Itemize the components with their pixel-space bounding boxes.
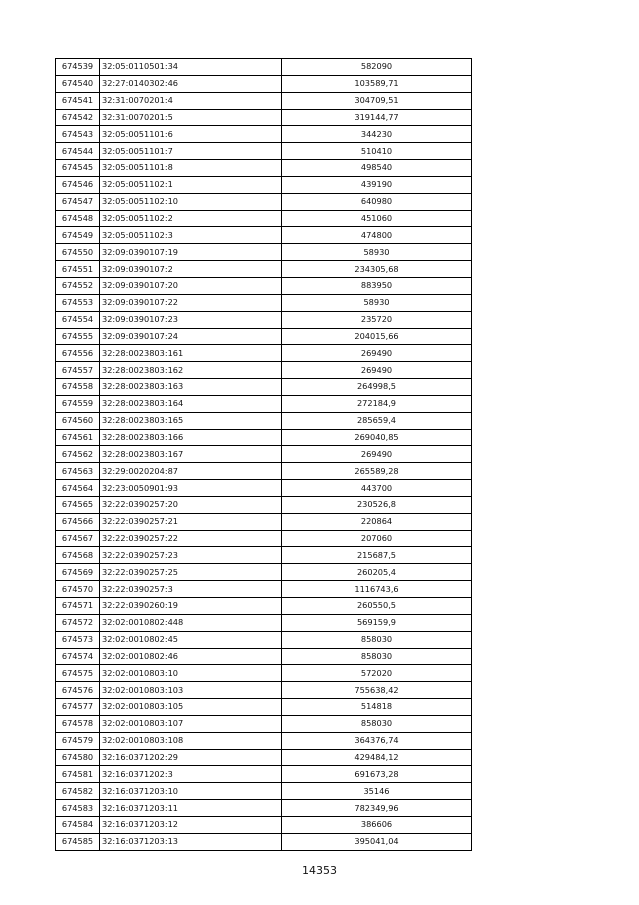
row-id-cell: 674568 (56, 547, 100, 564)
row-id-cell: 674562 (56, 446, 100, 463)
row-id-cell: 674545 (56, 160, 100, 177)
value-cell: 58930 (282, 244, 472, 261)
value-cell: 691673,28 (282, 766, 472, 783)
table-row (56, 833, 472, 850)
cadastral-number-cell: 32:28:0023803:166 (100, 429, 282, 446)
row-id-cell: 674575 (56, 665, 100, 682)
cadastral-number-cell: 32:09:0390107:19 (100, 244, 282, 261)
row-id-cell: 674583 (56, 800, 100, 817)
row-id-cell: 674552 (56, 277, 100, 294)
cadastral-number-cell: 32:09:0390107:24 (100, 328, 282, 345)
cadastral-number-cell: 32:28:0023803:164 (100, 395, 282, 412)
cadastral-number-cell: 32:02:0010802:46 (100, 648, 282, 665)
row-id-cell: 674566 (56, 513, 100, 530)
table-row (56, 227, 472, 244)
cadastral-number-cell: 32:16:0371202:29 (100, 749, 282, 766)
value-cell: 386606 (282, 816, 472, 833)
table-row (56, 446, 472, 463)
cadastral-number-cell: 32:16:0371203:10 (100, 783, 282, 800)
table-row (56, 59, 472, 76)
row-id-cell: 674563 (56, 463, 100, 480)
cadastral-number-cell: 32:28:0023803:162 (100, 362, 282, 379)
row-id-cell: 674539 (56, 59, 100, 76)
cadastral-number-cell: 32:02:0010803:103 (100, 682, 282, 699)
cadastral-number-cell: 32:22:0390257:25 (100, 564, 282, 581)
value-cell: 304709,51 (282, 92, 472, 109)
row-id-cell: 674577 (56, 699, 100, 716)
table-row (56, 210, 472, 227)
table-row (56, 92, 472, 109)
table-row (56, 598, 472, 615)
table-row (56, 362, 472, 379)
table-row (56, 749, 472, 766)
page-number: 14353 (302, 864, 337, 877)
cadastral-number-cell: 32:02:0010802:448 (100, 614, 282, 631)
row-id-cell: 674550 (56, 244, 100, 261)
table-row (56, 244, 472, 261)
value-cell: 269490 (282, 446, 472, 463)
value-cell: 234305,68 (282, 261, 472, 278)
value-cell: 514818 (282, 699, 472, 716)
row-id-cell: 674576 (56, 682, 100, 699)
table-row (56, 581, 472, 598)
row-id-cell: 674555 (56, 328, 100, 345)
row-id-cell: 674560 (56, 412, 100, 429)
row-id-cell: 674571 (56, 598, 100, 615)
value-cell: 215687,5 (282, 547, 472, 564)
row-id-cell: 674578 (56, 715, 100, 732)
cadastral-number-cell: 32:02:0010802:45 (100, 631, 282, 648)
row-id-cell: 674573 (56, 631, 100, 648)
row-id-cell: 674549 (56, 227, 100, 244)
cadastral-number-cell: 32:05:0051102:2 (100, 210, 282, 227)
row-id-cell: 674580 (56, 749, 100, 766)
value-cell: 451060 (282, 210, 472, 227)
cadastral-number-cell: 32:02:0010803:105 (100, 699, 282, 716)
cadastral-number-cell: 32:22:0390260:19 (100, 598, 282, 615)
cadastral-number-cell: 32:22:0390257:22 (100, 530, 282, 547)
row-id-cell: 674543 (56, 126, 100, 143)
cadastral-number-cell: 32:29:0020204:87 (100, 463, 282, 480)
row-id-cell: 674564 (56, 480, 100, 497)
cadastral-number-cell: 32:05:0051101:8 (100, 160, 282, 177)
table-row (56, 480, 472, 497)
cadastral-number-cell: 32:28:0023803:167 (100, 446, 282, 463)
row-id-cell: 674565 (56, 496, 100, 513)
value-cell: 269490 (282, 362, 472, 379)
table-row (56, 732, 472, 749)
value-cell: 35146 (282, 783, 472, 800)
value-cell: 474800 (282, 227, 472, 244)
value-cell: 510410 (282, 143, 472, 160)
row-id-cell: 674547 (56, 193, 100, 210)
cadastral-number-cell: 32:22:0390257:21 (100, 513, 282, 530)
value-cell: 235720 (282, 311, 472, 328)
cadastral-number-cell: 32:31:0070201:5 (100, 109, 282, 126)
value-cell: 285659,4 (282, 412, 472, 429)
table-row (56, 783, 472, 800)
row-id-cell: 674584 (56, 816, 100, 833)
table-row (56, 547, 472, 564)
table-row (56, 699, 472, 716)
row-id-cell: 674558 (56, 379, 100, 396)
row-id-cell: 674567 (56, 530, 100, 547)
table-row (56, 564, 472, 581)
value-cell: 883950 (282, 277, 472, 294)
value-cell: 395041,04 (282, 833, 472, 850)
value-cell: 220864 (282, 513, 472, 530)
cadastral-number-cell: 32:16:0371203:13 (100, 833, 282, 850)
cadastral-number-cell: 32:05:0051101:7 (100, 143, 282, 160)
cadastral-number-cell: 32:22:0390257:20 (100, 496, 282, 513)
value-cell: 207060 (282, 530, 472, 547)
row-id-cell: 674554 (56, 311, 100, 328)
cadastral-number-cell: 32:16:0371202:3 (100, 766, 282, 783)
cadastral-number-cell: 32:09:0390107:22 (100, 294, 282, 311)
row-id-cell: 674557 (56, 362, 100, 379)
table-row (56, 75, 472, 92)
table-row (56, 682, 472, 699)
value-cell: 858030 (282, 648, 472, 665)
cadastral-number-cell: 32:16:0371203:12 (100, 816, 282, 833)
cadastral-number-cell: 32:05:0110501:34 (100, 59, 282, 76)
row-id-cell: 674585 (56, 833, 100, 850)
cadastral-number-cell: 32:16:0371203:11 (100, 800, 282, 817)
row-id-cell: 674559 (56, 395, 100, 412)
table-row (56, 800, 472, 817)
value-cell: 498540 (282, 160, 472, 177)
cadastral-number-cell: 32:31:0070201:4 (100, 92, 282, 109)
value-cell: 319144,77 (282, 109, 472, 126)
row-id-cell: 674541 (56, 92, 100, 109)
cadastral-number-cell: 32:09:0390107:2 (100, 261, 282, 278)
row-id-cell: 674544 (56, 143, 100, 160)
row-id-cell: 674582 (56, 783, 100, 800)
value-cell: 260205,4 (282, 564, 472, 581)
table-row (56, 631, 472, 648)
cadastral-number-cell: 32:27:0140302:46 (100, 75, 282, 92)
row-id-cell: 674572 (56, 614, 100, 631)
cadastral-number-cell: 32:09:0390107:23 (100, 311, 282, 328)
table-row (56, 463, 472, 480)
cadastral-number-cell: 32:28:0023803:165 (100, 412, 282, 429)
table-row (56, 193, 472, 210)
cadastral-number-cell: 32:02:0010803:107 (100, 715, 282, 732)
table-row (56, 665, 472, 682)
cadastral-number-cell: 32:05:0051102:3 (100, 227, 282, 244)
table-row (56, 294, 472, 311)
value-cell: 429484,12 (282, 749, 472, 766)
value-cell: 443700 (282, 480, 472, 497)
value-cell: 344230 (282, 126, 472, 143)
row-id-cell: 674546 (56, 176, 100, 193)
table-row (56, 530, 472, 547)
value-cell: 782349,96 (282, 800, 472, 817)
table-row (56, 109, 472, 126)
table-row (56, 379, 472, 396)
table-row (56, 614, 472, 631)
value-cell: 858030 (282, 631, 472, 648)
value-cell: 269490 (282, 345, 472, 362)
row-id-cell: 674551 (56, 261, 100, 278)
value-cell: 264998,5 (282, 379, 472, 396)
row-id-cell: 674569 (56, 564, 100, 581)
table-row (56, 328, 472, 345)
row-id-cell: 674548 (56, 210, 100, 227)
value-cell: 58930 (282, 294, 472, 311)
cadastral-number-cell: 32:22:0390257:23 (100, 547, 282, 564)
value-cell: 755638,42 (282, 682, 472, 699)
table-row (56, 715, 472, 732)
table-row (56, 429, 472, 446)
row-id-cell: 674556 (56, 345, 100, 362)
value-cell: 260550,5 (282, 598, 472, 615)
cadastral-number-cell: 32:23:0050901:93 (100, 480, 282, 497)
cadastral-number-cell: 32:05:0051101:6 (100, 126, 282, 143)
row-id-cell: 674553 (56, 294, 100, 311)
table-row (56, 496, 472, 513)
table-row (56, 126, 472, 143)
table-row (56, 412, 472, 429)
row-id-cell: 674579 (56, 732, 100, 749)
cadastral-number-cell: 32:22:0390257:3 (100, 581, 282, 598)
value-cell: 582090 (282, 59, 472, 76)
table-row (56, 648, 472, 665)
row-id-cell: 674581 (56, 766, 100, 783)
value-cell: 572020 (282, 665, 472, 682)
cadastral-number-cell: 32:09:0390107:20 (100, 277, 282, 294)
table-row (56, 160, 472, 177)
cadastral-number-cell: 32:02:0010803:108 (100, 732, 282, 749)
value-cell: 230526,8 (282, 496, 472, 513)
value-cell: 1116743,6 (282, 581, 472, 598)
value-cell: 439190 (282, 176, 472, 193)
value-cell: 364376,74 (282, 732, 472, 749)
cadastral-number-cell: 32:28:0023803:161 (100, 345, 282, 362)
value-cell: 103589,71 (282, 75, 472, 92)
value-cell: 265589,28 (282, 463, 472, 480)
table-row (56, 816, 472, 833)
cadastral-number-cell: 32:28:0023803:163 (100, 379, 282, 396)
table-row (56, 766, 472, 783)
row-id-cell: 674570 (56, 581, 100, 598)
value-cell: 640980 (282, 193, 472, 210)
value-cell: 204015,66 (282, 328, 472, 345)
row-id-cell: 674540 (56, 75, 100, 92)
registry-table (55, 58, 472, 851)
row-id-cell: 674561 (56, 429, 100, 446)
row-id-cell: 674574 (56, 648, 100, 665)
table-row (56, 261, 472, 278)
row-id-cell: 674542 (56, 109, 100, 126)
table-row (56, 176, 472, 193)
value-cell: 272184,9 (282, 395, 472, 412)
table-row (56, 395, 472, 412)
value-cell: 269040,85 (282, 429, 472, 446)
table-row (56, 513, 472, 530)
cadastral-number-cell: 32:05:0051102:1 (100, 176, 282, 193)
table-row (56, 345, 472, 362)
table-row (56, 143, 472, 160)
value-cell: 858030 (282, 715, 472, 732)
value-cell: 569159,9 (282, 614, 472, 631)
cadastral-number-cell: 32:05:0051102:10 (100, 193, 282, 210)
table-row (56, 311, 472, 328)
table-row (56, 277, 472, 294)
cadastral-number-cell: 32:02:0010803:10 (100, 665, 282, 682)
table-body (56, 59, 472, 851)
